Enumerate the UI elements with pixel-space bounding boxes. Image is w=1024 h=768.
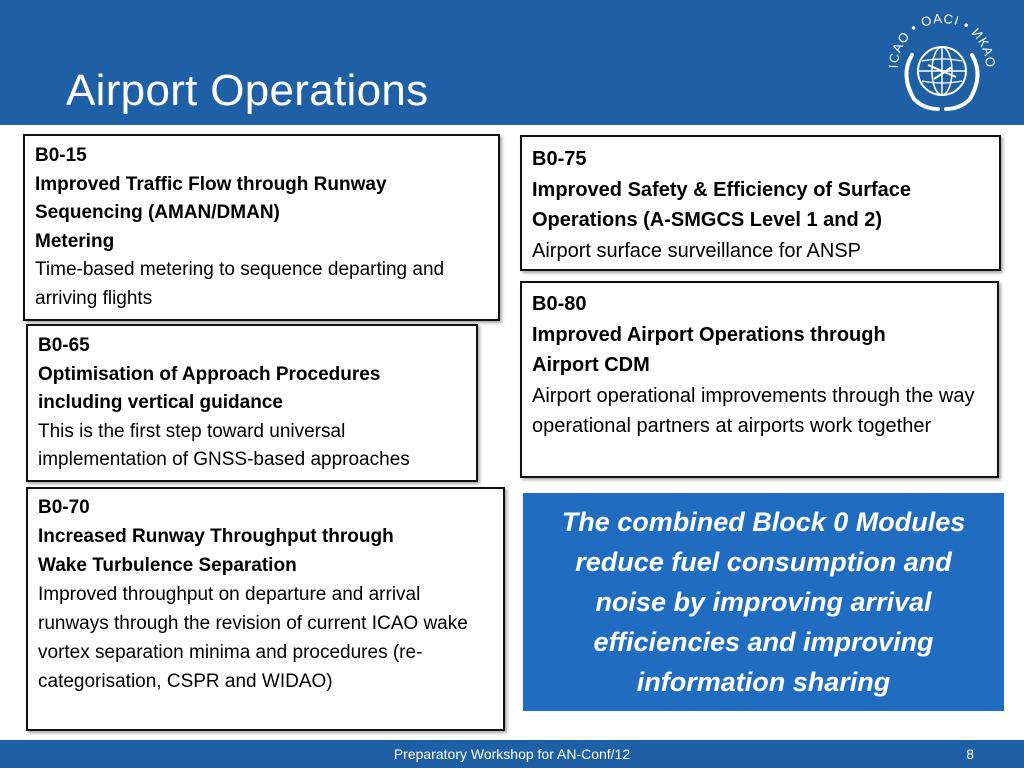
slide-title: Airport Operations [66,66,429,115]
module-description: Airport operational improvements through the way operational partners at airports work together [532,384,975,437]
module-title-line2: Operations (A-SMGCS Level 1 and 2) [532,209,883,231]
module-title-line1: Improved Airport Operations through [532,323,886,346]
slide-header [0,0,1024,125]
icao-logo-icon [878,5,1006,123]
module-description: This is the first step toward universal implementation of GNSS-based approaches [38,420,410,470]
module-title-line2: Airport CDM [532,354,650,376]
footer-text: Preparatory Workshop for AN-Conf/12 [393,746,631,762]
module-code: B0-75 [532,148,587,170]
summary-callout-text: The combined Block 0 Modules reduce fuel consumption and noise by improving arrival efficiencies and improving information sharing [561,507,966,697]
module-code: B0-80 [532,293,587,315]
summary-callout [523,493,1004,711]
module-b0-80 [520,281,999,478]
page-number: 8 [966,746,974,762]
module-b0-65 [26,324,478,482]
module-b0-70 [26,487,505,731]
logo-text: ICAO • OACI • ИКАО [885,10,999,69]
module-title-line1: Increased Runway Throughput through [38,526,394,547]
module-description: Airport surface surveillance for ANSP [532,239,862,262]
module-code: B0-70 [38,497,90,518]
module-subtitle: Metering [35,230,115,252]
module-title-line1: Improved Traffic Flow through Runway [35,173,387,195]
module-description: Time-based metering to sequence departing and arriving flights [35,259,445,309]
module-code: B0-15 [35,145,87,166]
module-description: Improved throughput on departure and arrival runways through the revision of current ICAO wake vortex separation minima and procedures (re-categorisation, CSPR and WIDAO) [38,584,468,692]
module-b0-15 [23,134,500,321]
module-title-line1: Optimisation of Approach Procedures [38,363,381,385]
module-b0-75 [520,135,1001,271]
module-title-line2: Wake Turbulence Separation [38,555,297,576]
module-title-line2: including vertical guidance [38,392,283,413]
module-code: B0-65 [38,335,90,356]
slide-footer [0,740,1024,768]
module-title-line1: Improved Safety & Efficiency of Surface [532,178,912,201]
module-title-line2: Sequencing (AMAN/DMAN) [35,202,280,223]
